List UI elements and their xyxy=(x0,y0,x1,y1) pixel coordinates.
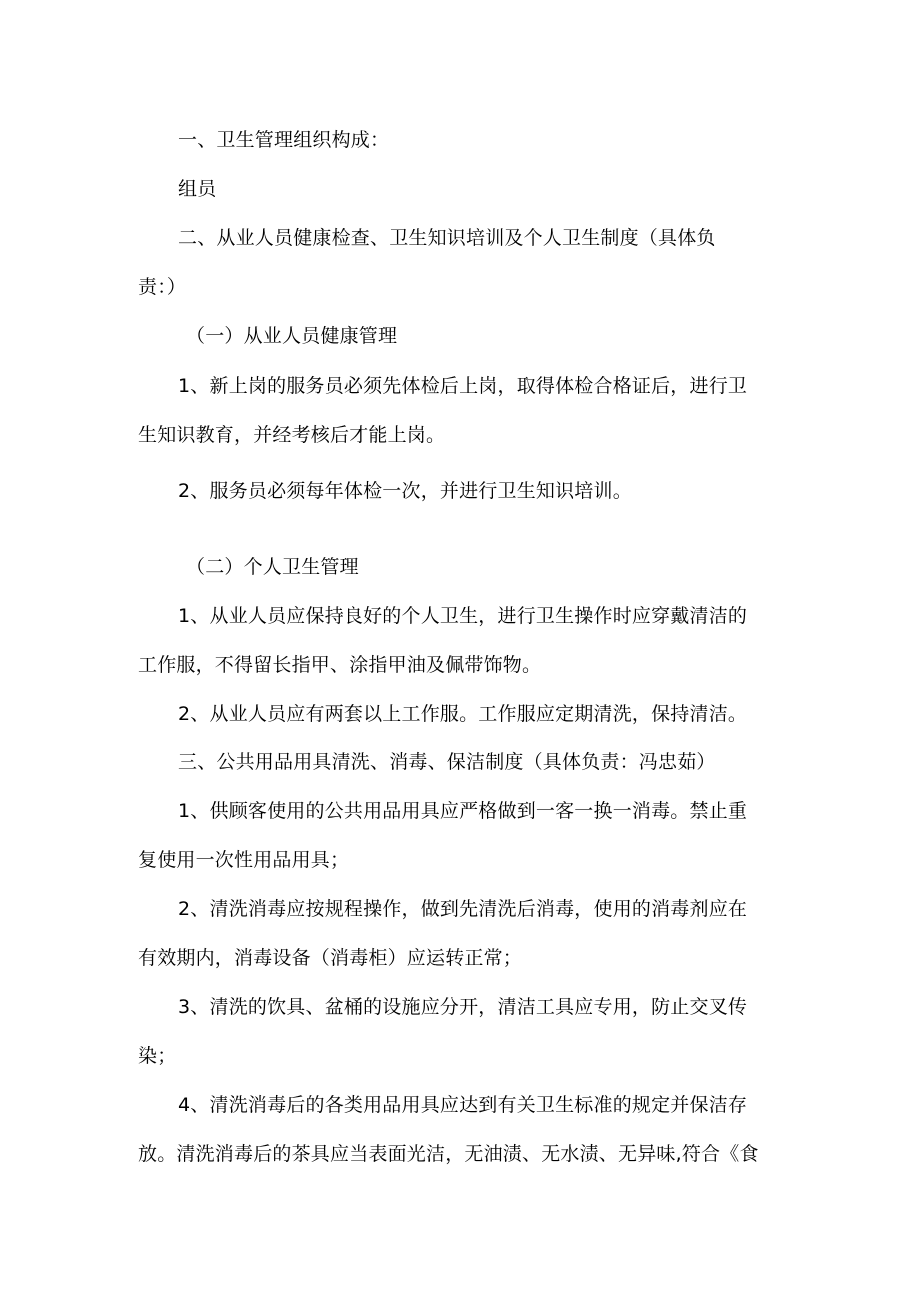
cleaning-item-1-line2: 复使用一次性用品用具； xyxy=(138,849,350,871)
cleaning-item-4-line2: 放。清洗消毒后的茶具应当表面光洁，无油渍、无水渍、无异味,符合《食 xyxy=(138,1143,759,1165)
section-heading-2-line1: 二、从业人员健康检查、卫生知识培训及个人卫生制度（具体负 xyxy=(178,227,716,249)
cleaning-item-4-line1: 4、清洗消毒后的各类用品用具应达到有关卫生标准的规定并保洁存 xyxy=(178,1094,748,1116)
cleaning-item-2-line2: 有效期内，消毒设备（消毒柜）应运转正常； xyxy=(138,947,523,969)
personal-item-1-line1: 1、从业人员应保持良好的个人卫生，进行卫生操作时应穿戴清洁的 xyxy=(178,605,748,627)
item-2: 2、服务员必须每年体检一次，并进行卫生知识培训。 xyxy=(178,480,632,502)
cleaning-item-1-line1: 1、供顾客使用的公共用品用具应严格做到一客一换一消毒。禁止重 xyxy=(178,800,748,822)
personal-item-1-line2: 工作服，不得留长指甲、涂指甲油及佩带饰物。 xyxy=(138,654,542,676)
item-1-line1: 1、新上岗的服务员必须先体检后上岗，取得体检合格证后，进行卫 xyxy=(178,375,748,397)
section-heading-2-line2: 责：） xyxy=(138,276,187,298)
item-1-line2: 生知识教育，并经考核后才能上岗。 xyxy=(138,424,446,446)
members-label: 组员 xyxy=(178,178,217,200)
section-heading-3: 三、公共用品用具清洗、消毒、保洁制度（具体负责：冯忠茹） xyxy=(178,751,716,773)
cleaning-item-3-line2: 染； xyxy=(138,1045,177,1067)
subsection-heading-1: （一）从业人员健康管理 xyxy=(186,325,398,347)
cleaning-item-2-line1: 2、清洗消毒应按规程操作，做到先清洗后消毒，使用的消毒剂应在 xyxy=(178,898,748,920)
subsection-heading-2: （二）个人卫生管理 xyxy=(186,556,359,578)
section-heading-1: 一、卫生管理组织构成： xyxy=(178,129,390,151)
personal-item-2: 2、从业人员应有两套以上工作服。工作服应定期清洗，保持清洁。 xyxy=(178,703,748,725)
cleaning-item-3-line1: 3、清洗的饮具、盆桶的设施应分开，清洁工具应专用，防止交叉传 xyxy=(178,996,748,1018)
